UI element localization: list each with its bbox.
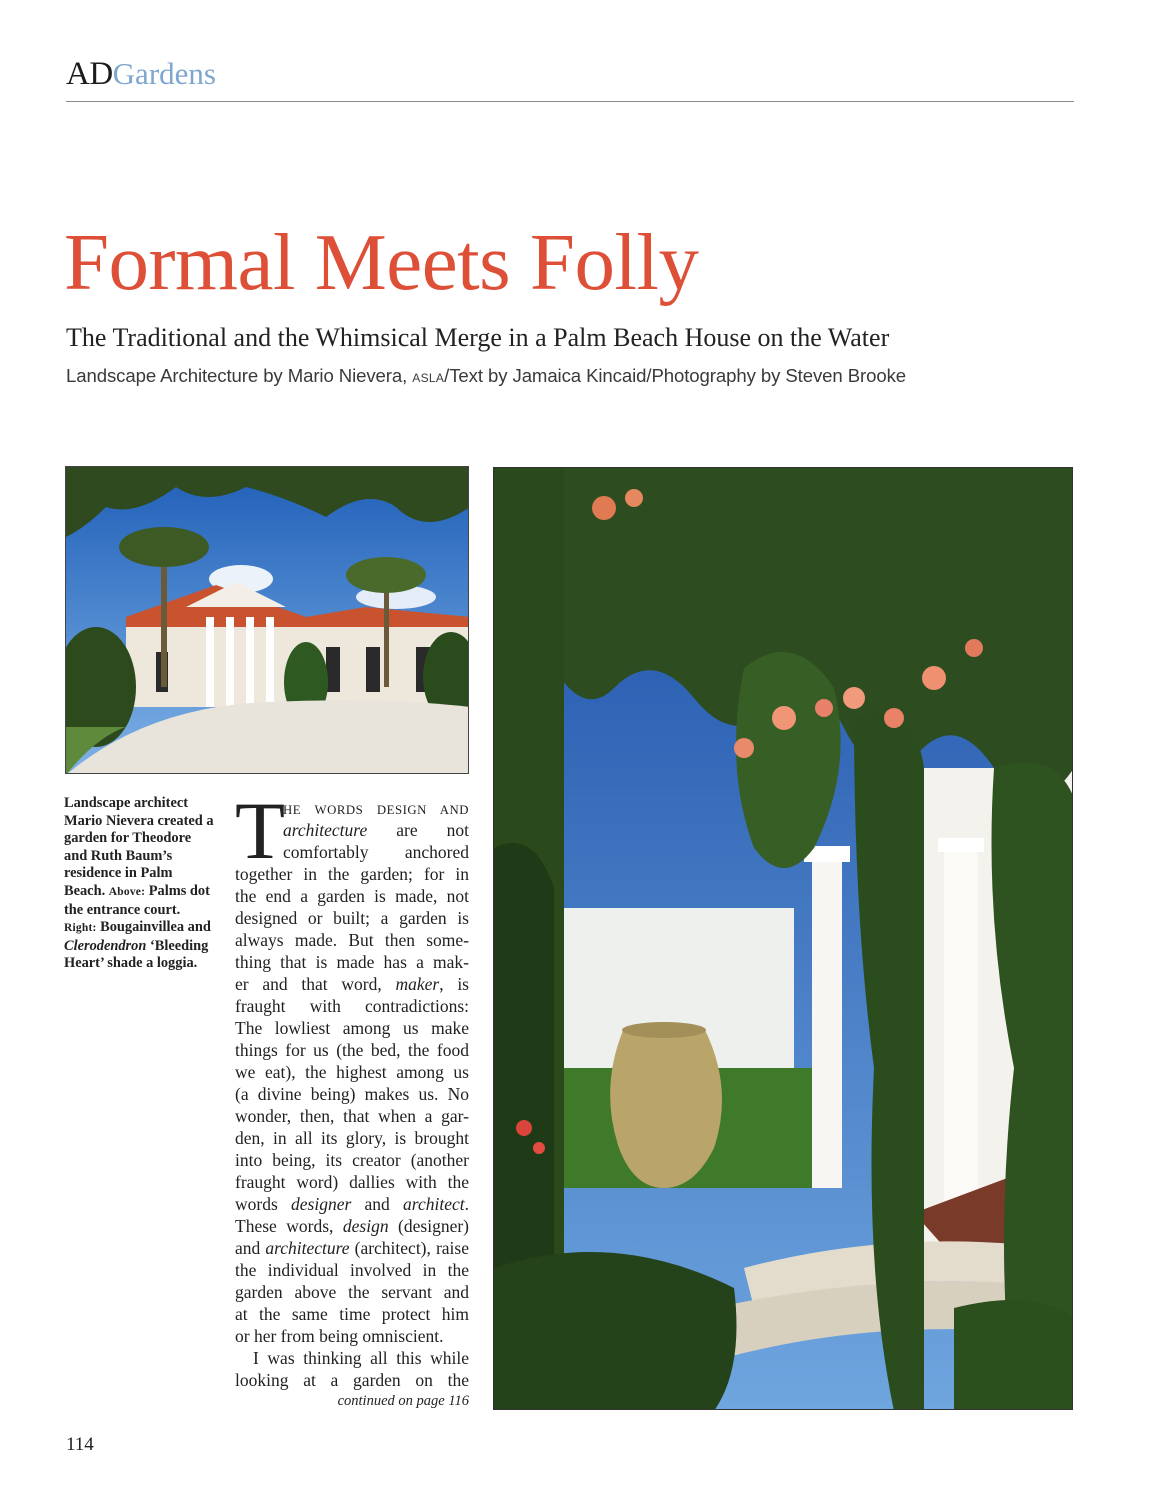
masthead bbox=[66, 56, 216, 93]
article-title: Formal Meets Folly bbox=[64, 217, 699, 307]
body-line: (a divine being) makes us. No bbox=[235, 1084, 469, 1104]
caption-right-label: Right: bbox=[64, 922, 97, 935]
body-line: comfortably anchored bbox=[283, 842, 469, 862]
body-line: garden above the servant and bbox=[235, 1282, 469, 1302]
header-rule bbox=[66, 101, 1074, 102]
body-line: at the same time protect him bbox=[235, 1304, 469, 1324]
caption-right-text-1: Bougainvillea and bbox=[96, 919, 211, 936]
article-body-lead bbox=[283, 797, 469, 863]
lead-smallcaps: HE WORDS DESIGN AND bbox=[283, 803, 469, 817]
body-line: into being, its creator (another bbox=[235, 1150, 469, 1170]
article-subtitle: The Traditional and the Whimsical Merge in a Palm Beach House on the Water bbox=[66, 323, 890, 352]
caption-above-label: Above: bbox=[108, 885, 146, 898]
body-line: wonder, then, that when a gar- bbox=[235, 1106, 469, 1126]
entrance-court-illustration bbox=[66, 467, 469, 774]
body-line: The lowliest among us make bbox=[235, 1018, 469, 1038]
credits-asla: ASLA bbox=[412, 371, 445, 385]
article-credits bbox=[66, 365, 906, 387]
caption-intro: Landscape architect Mario Nievera created a garden for Theodore and Ruth Baum’s residence in Palm Beach. bbox=[64, 795, 214, 899]
body-line: things for us (the bed, the food bbox=[235, 1040, 469, 1060]
body-line: words designer and architect. bbox=[235, 1194, 469, 1214]
credits-part2: /Text by Jamaica Kincaid/Photography by Steven Brooke bbox=[444, 365, 907, 386]
body-line: I was thinking all this while bbox=[253, 1348, 469, 1368]
body-line: fraught with contradictions: bbox=[235, 996, 469, 1016]
body-line: or her from being omniscient. bbox=[235, 1326, 444, 1346]
body-line: er and that word, maker, is bbox=[235, 974, 469, 994]
photo-entrance-court bbox=[65, 466, 469, 774]
body-line: we eat), the highest among us bbox=[235, 1062, 469, 1082]
credits-part1: Landscape Architecture by Mario Nievera, bbox=[66, 365, 413, 386]
body-line: and architecture (architect), raise bbox=[235, 1238, 469, 1258]
loggia-illustration bbox=[494, 468, 1073, 1410]
article-body bbox=[235, 863, 469, 1391]
page-number: 114 bbox=[66, 1434, 94, 1455]
caption-right-italic: Clerodendron bbox=[64, 937, 147, 954]
body-line: These words, design (designer) bbox=[235, 1216, 469, 1236]
caption-above-text: Palms dot the entrance court. bbox=[64, 882, 210, 918]
body-line: fraught word) dallies with the bbox=[235, 1172, 469, 1192]
photo-caption bbox=[64, 795, 216, 973]
body-line: looking at a garden on the bbox=[235, 1370, 469, 1390]
body-line: designed or built; a garden is bbox=[235, 908, 469, 928]
drop-cap: T bbox=[235, 785, 286, 876]
masthead-ad: AD bbox=[66, 56, 113, 92]
body-line: thing that is made has a mak- bbox=[235, 952, 469, 972]
body-line: always made. But then some- bbox=[235, 930, 469, 950]
caption-right-text-2: ‘Bleeding Heart’ shade a loggia. bbox=[64, 937, 209, 972]
photo-loggia bbox=[493, 467, 1073, 1410]
body-line bbox=[283, 797, 469, 819]
body-line: architecture are not bbox=[283, 820, 469, 840]
body-line: the individual involved in the bbox=[235, 1260, 469, 1280]
body-line: den, in all its glory, is brought bbox=[235, 1128, 469, 1148]
continued-note: continued on page 116 bbox=[337, 1393, 469, 1409]
masthead-section: Gardens bbox=[112, 56, 216, 91]
body-line: together in the garden; for in bbox=[235, 864, 469, 884]
body-line: the end a garden is made, not bbox=[235, 886, 469, 906]
